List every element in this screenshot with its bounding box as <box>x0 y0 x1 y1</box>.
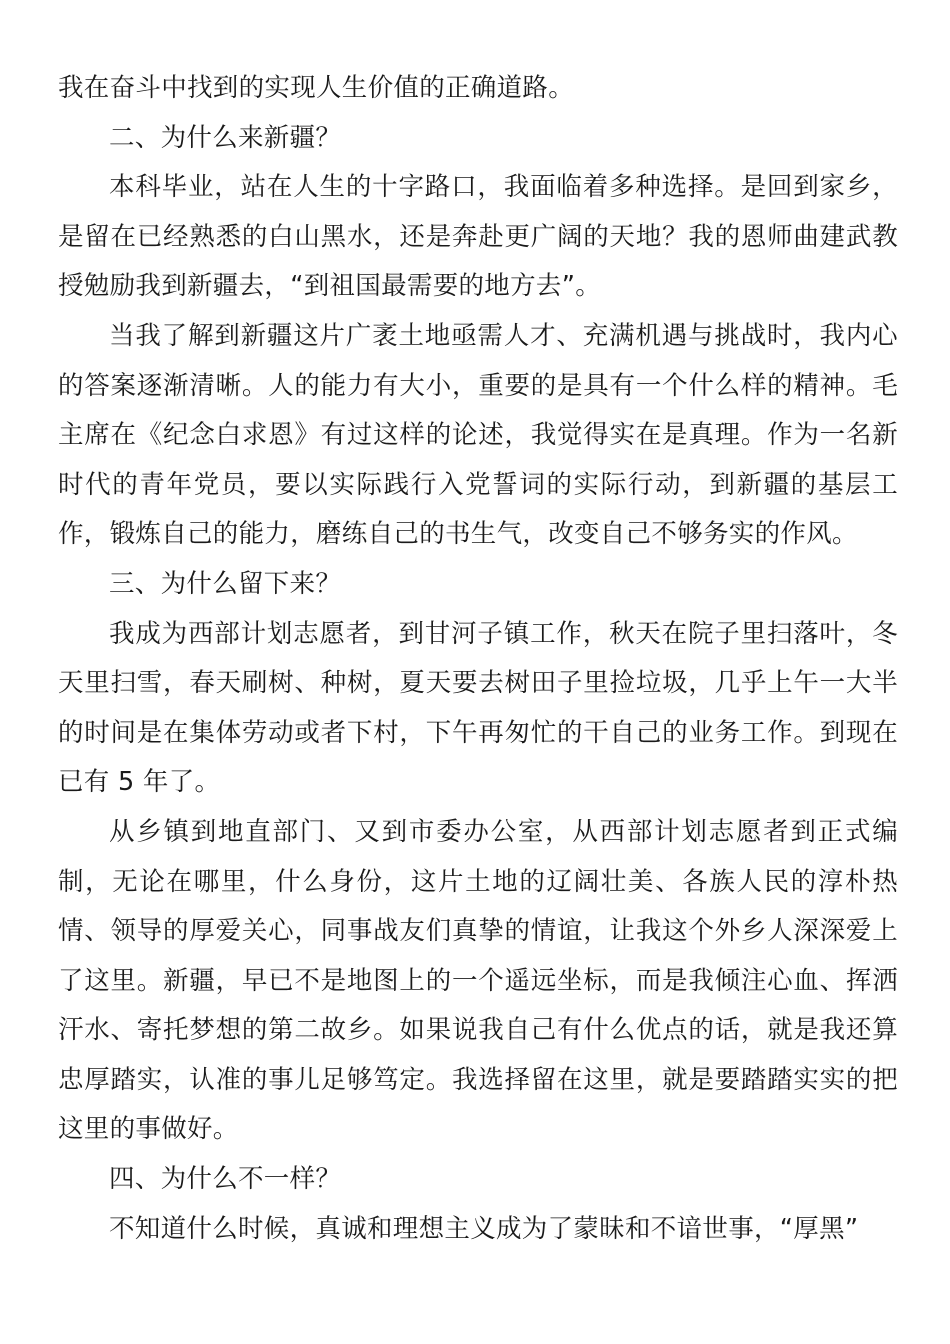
paragraph-3-2: 从乡镇到地直部门、又到市委办公室，从西部计划志愿者到正式编制，无论在哪里，什么身份，这片土地的辽阔壮美、各族人民的淳朴热情、领导的厚爱关心，同事战友们真挚的情谊，让我这个外乡人深深爱上了这里。新疆，早已不是地图上的一个遥远坐标，而是我倾注心血、挥洒汗水、寄托梦想的第二故乡。如果说我自己有什么优点的话，就是我还算忠厚踏实，认准的事儿足够笃定。我选择留在这里，就是要踏踏实实的把这里的事做好。 <box>58 816 898 1145</box>
paragraph-2-1: 本科毕业，站在人生的十字路口，我面临着多种选择。是回到家乡，是留在已经熟悉的白山黑水，还是奔赴更广阔的天地？我的恩师曲建武教授勉励我到新疆去，“到祖国最需要的地方去”。 <box>58 172 898 302</box>
paragraph-4-1: 不知道什么时候，真诚和理想主义成为了蒙昧和不谙世事，“厚黑” <box>109 1213 859 1244</box>
paragraph-continuation: 我在奋斗中找到的实现人生价值的正确道路。 <box>58 73 575 103</box>
paragraph-3-1: 我成为西部计划志愿者，到甘河子镇工作，秋天在院子里扫落叶，冬天里扫雪，春天刷树、种树，夏天要去树田子里捡垃圾，几乎上午一大半的时间是在集体劳动或者下村，下午再匆忙的干自己的业务工作。到现在已有 5 年了。 <box>58 618 898 798</box>
section-heading-3: 三、为什么留下来？ <box>109 568 342 599</box>
section-heading-4: 四、为什么不一样？ <box>109 1164 342 1195</box>
section-heading-2: 二、为什么来新疆？ <box>109 122 342 153</box>
document-page <box>58 64 898 1254</box>
paragraph-2-2: 当我了解到新疆这片广袤土地亟需人才、充满机遇与挑战时，我内心的答案逐渐清晰。人的能力有大小，重要的是具有一个什么样的精神。毛主席在《纪念白求恩》有过这样的论述，我觉得实在是真理。作为一名新时代的青年党员，要以实际践行入党誓词的实际行动，到新疆的基层工作，锻炼自己的能力，磨练自己的书生气，改变自己不够务实的作风。 <box>58 320 898 550</box>
